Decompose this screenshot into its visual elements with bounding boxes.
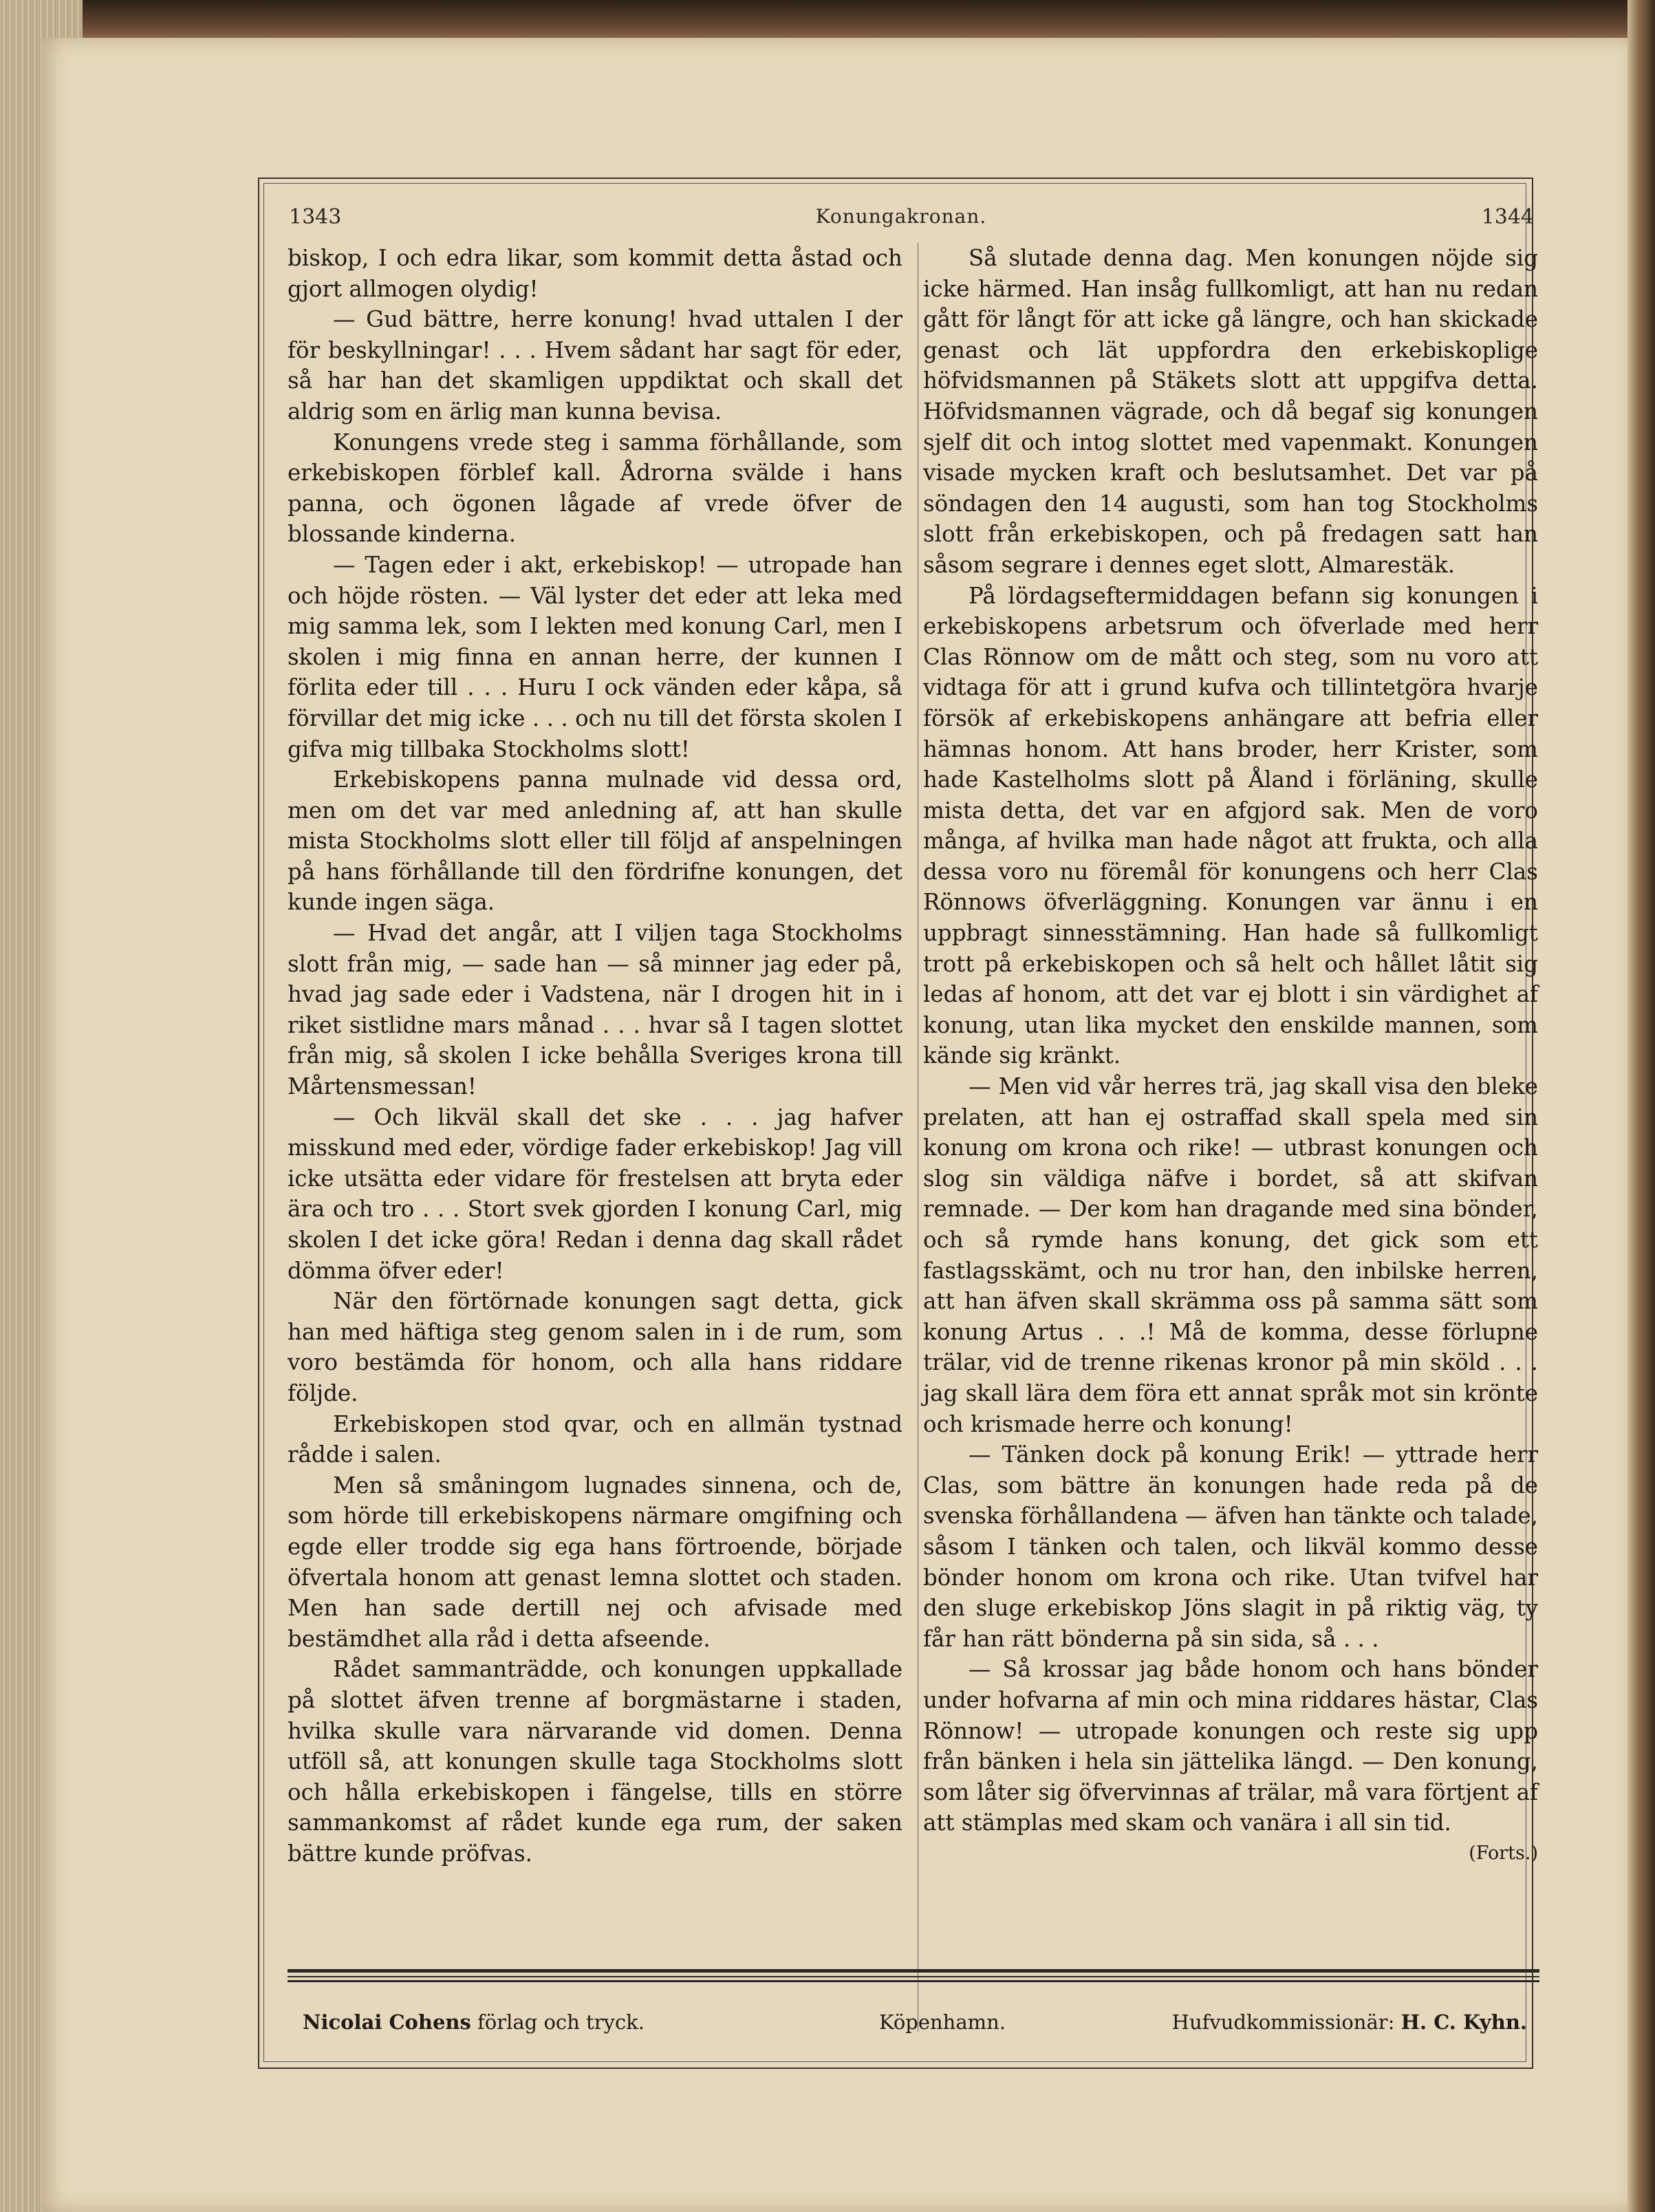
- right-column: [923, 243, 1538, 1869]
- paragraph: — Hvad det angår, att I viljen taga Stockholms slott från mig, — sade han — så minner jag eder på, hvad jag sade eder i Vadstena, när I drogen hit in i riket sistlidne mars månad . . . hvar så I tagen slottet från mig, så skolen I icke behålla Sveriges krona till Mårtensmessan!: [288, 920, 902, 1100]
- continuation-note: (Forts.): [1469, 1842, 1538, 1864]
- commission-label: Hufvudkommissionär:: [1171, 2010, 1401, 2034]
- running-title: Konungakronan.: [815, 205, 987, 228]
- footer-rule: [288, 1969, 1539, 1973]
- paragraph: biskop, I och edra likar, som kommit detta åstad och gjort allmogen olydig!: [288, 245, 902, 302]
- publisher-name: Nicolai Cohens: [303, 2010, 471, 2034]
- paragraph: — Tänken dock på konung Erik! — yttrade herr Clas, som bättre än konungen hade reda på de svenska förhållandena — äfven han tänkte och talade, såsom I tänken och talen, och likväl kommo desse bönder honom om krona och rike. Utan tvifvel har den sluge erkebiskop Jöns slagit in på riktig väg, ty får han rätt bönderna på sin sida, så . . .: [923, 1441, 1538, 1652]
- paragraph: Rådet sammanträdde, och konungen uppkallade på slottet äfven trenne af borgmästarne i staden, hvilka skulle vara närvarande vid domen. Denna utföll så, att konungen skulle taga Stockholms slott och hålla erkebiskopen i fängelse, tills en större sammankomst af rådet kunde ega rum, der saken bättre kunde pröfvas.: [288, 1656, 902, 1867]
- left-column: [288, 243, 902, 1869]
- paragraph: — Tagen eder i akt, erkebiskop! — utropade han och höjde rösten. — Väl lyster det eder att leka med mig samma lek, som I lekten med konung Carl, men I skolen i mig finna en annan herre, der kunnen I förlita eder till . . . Huru I ock vänden eder kåpa, så förvillar det mig icke . . . och nu till det första skolen I gifva mig tillbaka Stockholms slott!: [288, 551, 902, 762]
- paragraph: Erkebiskopen stod qvar, och en allmän tystnad rådde i salen.: [288, 1410, 902, 1468]
- footer-city: Köpenhamn.: [878, 2010, 1006, 2034]
- book-spine: [1627, 0, 1655, 2212]
- page-number-right: 1344: [1481, 205, 1534, 229]
- paragraph: — Men vid vår herres trä, jag skall visa den bleke prelaten, att han ej ostraffad skall spela med sin konung om krona och rike! — utbrast konungen och slog sin väldiga näfve i bordet, så att skifvan remnade. — Der kom han dragande med sina bönder, och så rymde hans konung, det gick som ett fastlagsskämt, och nu tror han, den inbilske herren, att han äfven skall skrämma oss på samma sätt som konung Artus . . .! Må de komma, desse förlupne trälar, vid de trenne rikenas kronor på min sköld . . . jag skall lära dem föra ett annat språk mot sin krönte och krismade herre och konung!: [923, 1073, 1538, 1437]
- footer-rule: [288, 1980, 1539, 1982]
- commission-name: H. C. Kyhn.: [1400, 2010, 1527, 2034]
- paragraph: — Gud bättre, herre konung! hvad uttalen I der för beskyllningar! . . . Hvem sådant har sagt för eder, så har han det skamligen uppdiktat och skall det aldrig som en ärlig man kunna bevisa.: [288, 306, 902, 425]
- paragraph: Konungens vrede steg i samma förhållande, som erkebiskopen förblef kall. Ådrorna svälde i hans panna, och ögonen lågade af vrede öfver de blossande kinderna.: [288, 429, 902, 548]
- paragraph: — Och likväl skall det ske . . . jag hafver misskund med eder, vördige fader erkebiskop! Jag vill icke utsätta eder vidare för frestelsen att bryta eder ära och tro . . . Stort svek gjorden I konung Carl, mig skolen I det icke göra! Redan i denna dag skall rådet dömma öfver eder!: [288, 1104, 902, 1284]
- paragraph: På lördagseftermiddagen befann sig konungen i erkebiskopens arbetsrum och öfverlade med herr Clas Rönnow om de mått och steg, som nu voro att vidtaga för att i grund kufva och tillintetgöra hvarje försök af erkebiskopens anhängare att befria eller hämnas honom. Att hans broder, herr Krister, som hade Kastelholms slott på Åland i förläning, skulle mista detta, det var en afgjord sak. Men de voro många, af hvilka man hade något att frukta, och alla dessa voro nu föremål för konungens och herr Clas Rönnows öfverläggning. Konungen var ännu i en uppbragt sinnesstämning. Han hade så fullkomligt trott på erkebiskopen och så helt och hållet låtit sig ledas af honom, att det var ej blott i sin värdighet af konung, utan lika mycket den enskilde mannen, som kände sig kränkt.: [923, 582, 1538, 1069]
- footer-rule: [288, 1976, 1539, 1977]
- page-number-left: 1343: [289, 205, 342, 229]
- paragraph: Erkebiskopens panna mulnade vid dessa ord, men om det var med anledning af, att han skulle mista Stockholms slott eller till följd af anspelningen på hans förhållande till den fördrifne konungen, det kunde ingen säga.: [288, 766, 902, 916]
- paragraph: — Så krossar jag både honom och hans bönder under hofvarna af min och mina riddares hästar, Clas Rönnow! — utropade konungen och reste sig upp från bänken i hela sin jättelika längd. — Den konung, som låter sig öfvervinnas af trälar, må vara förtjent af att stämplas med skam och vanära i all sin tid.: [923, 1656, 1538, 1836]
- footer-commission: [1114, 2010, 1527, 2034]
- footer-publisher: [303, 2010, 645, 2034]
- paragraph: Men så småningom lugnades sinnena, och de, som hörde till erkebiskopens närmare omgifning och egde eller trodde sig ega hans förtroende, började öfvertala honom att genast lemna slottet och staden. Men han sade dertill nej och afvisade med bestämdhet alla råd i detta afseende.: [288, 1472, 902, 1652]
- paragraph: Så slutade denna dag. Men konungen nöjde sig icke härmed. Han insåg fullkomligt, att han nu redan gått för långt för att icke gå längre, och han skickade genast och lät uppfordra den erkebiskoplige höfvidsmannen på Stäkets slott att uppgifva detta. Höfvidsmannen vägrade, och då begaf sig konungen sjelf dit och intog slottet med vapenmakt. Konungen visade mycken kraft och beslutsamhet. Det var på söndagen den 14 augusti, som han tog Stockholms slott från erkebiskopen, och på fredagen satt han såsom segrare i dennes eget slott, Almarestäk.: [923, 245, 1538, 578]
- paragraph: När den förtörnade konungen sagt detta, gick han med häftiga steg genom salen in i de rum, som voro bestämda för honom, och alla hans riddare följde.: [288, 1288, 902, 1406]
- publisher-text: förlag och tryck.: [470, 2010, 645, 2034]
